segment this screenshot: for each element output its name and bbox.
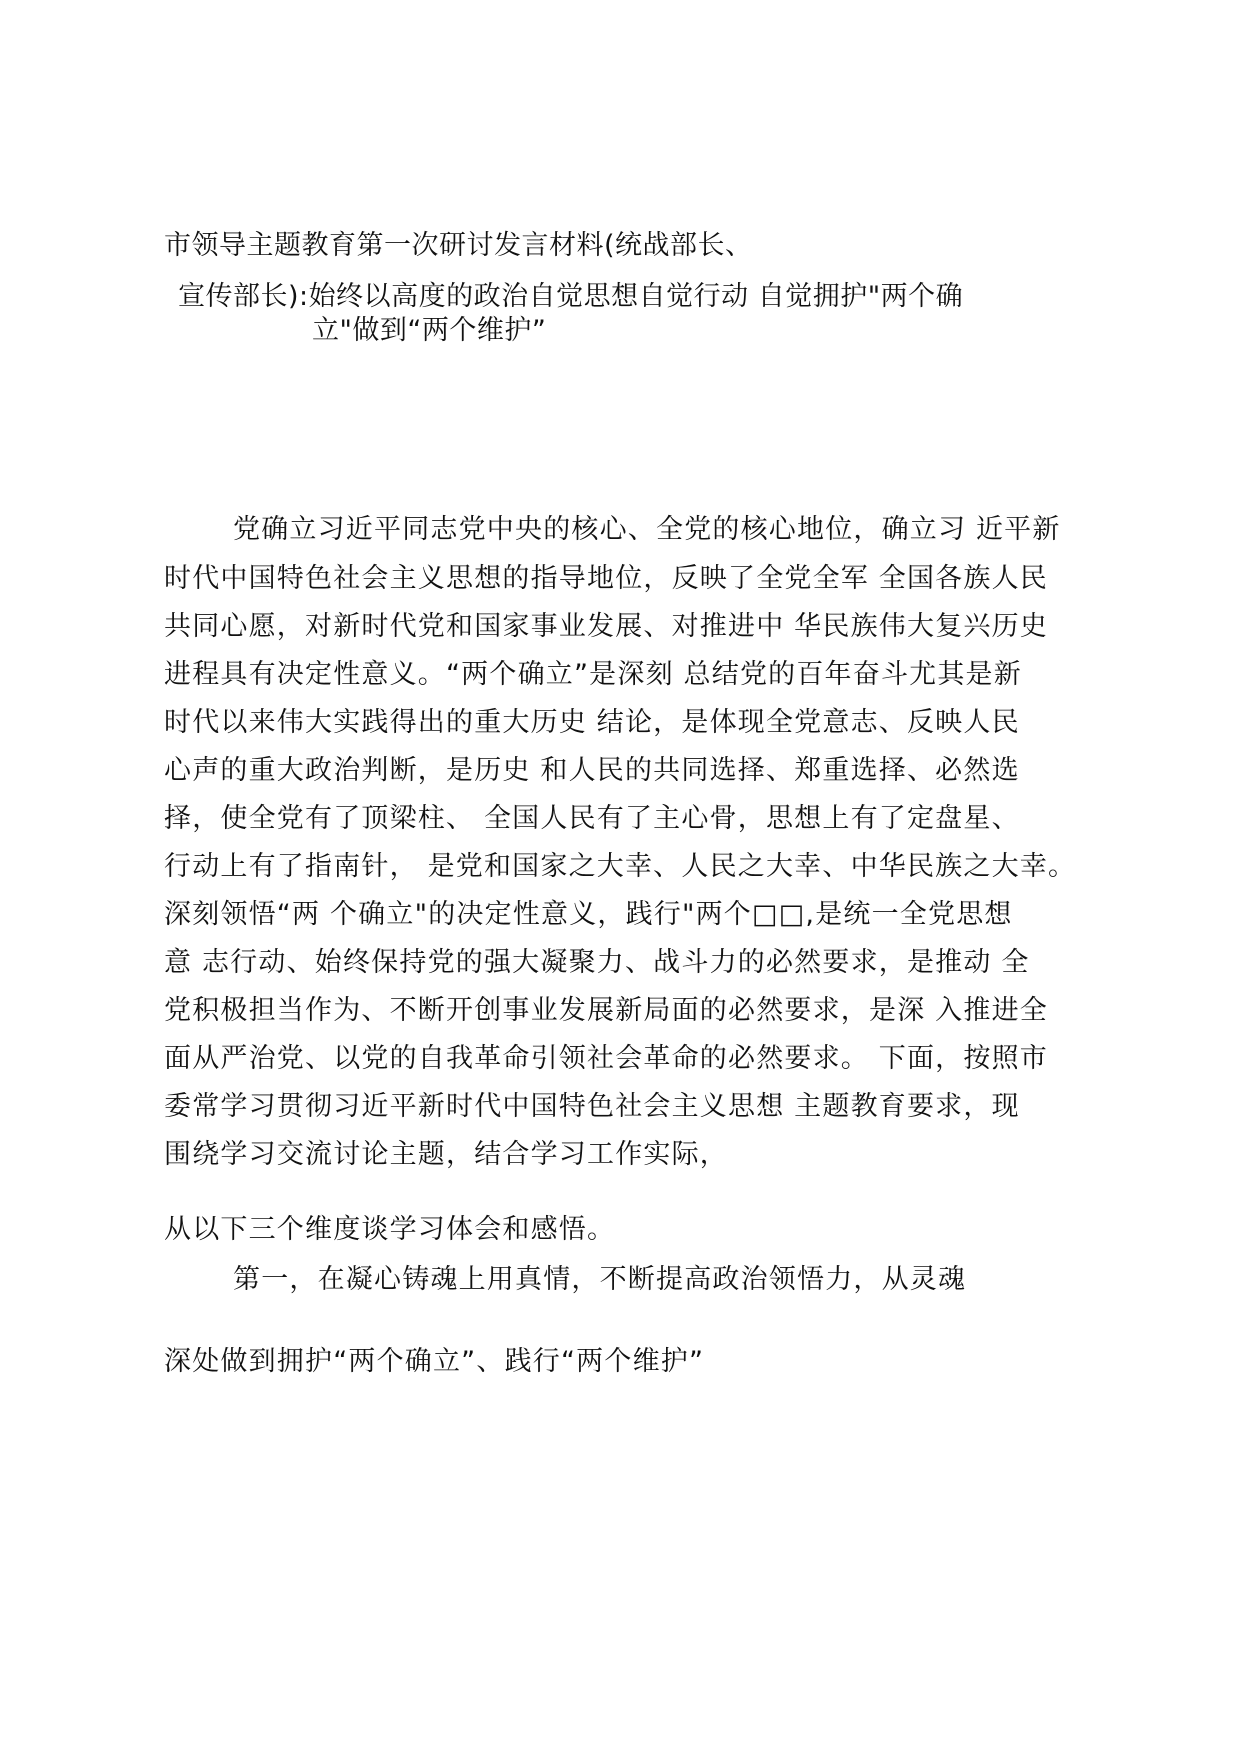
- title-line-3: 立"做到“两个维护”: [312, 315, 547, 346]
- paragraph-line-12: 面从严治党、以党的自我革命引领社会革命的必然要求。 下面，按照市: [164, 1043, 1048, 1074]
- section-heading-line-2: 深处做到拥护“两个确立”、践行“两个维护”: [164, 1346, 705, 1377]
- paragraph-line-7: 择，使全党有了顶梁柱、 全国人民有了主心骨，思想上有了定盘星、: [164, 803, 1020, 834]
- paragraph-line-5: 时代以来伟大实践得出的重大历史 结论，是体现全党意志、反映人民: [164, 707, 1020, 738]
- paragraph-line-2: 时代中国特色社会主义思想的指导地位，反映了全党全军 全国各族人民: [164, 563, 1048, 594]
- section-heading-line-1: 第一，在凝心铸魂上用真情，不断提高政治领悟力，从灵魂: [233, 1264, 967, 1295]
- paragraph-line-11: 党积极担当作为、不断开创事业发展新局面的必然要求，是深 入推进全: [164, 995, 1048, 1026]
- paragraph-line-14: 围绕学习交流讨论主题，结合学习工作实际，: [164, 1139, 728, 1170]
- title-line-1: 市领导主题教育第一次研讨发言材料(统战部长、: [164, 230, 753, 261]
- paragraph-line-3: 共同心愿，对新时代党和国家事业发展、对推进中 华民族伟大复兴历史: [164, 611, 1048, 642]
- paragraph-line-9: 深刻领悟“两 个确立"的决定性意义，践行"两个□□,是统一全党思想: [164, 899, 1013, 930]
- paragraph-line-13: 委常学习贯彻习近平新时代中国特色社会主义思想 主题教育要求，现: [164, 1091, 1020, 1122]
- paragraph-line-6: 心声的重大政治判断，是历史 和人民的共同选择、郑重选择、必然选: [164, 755, 1020, 786]
- paragraph-line-1: 党确立习近平同志党中央的核心、全党的核心地位，确立习 近平新: [233, 514, 1061, 545]
- title-line-2: 宣传部长):始终以高度的政治自觉思想自觉行动 自觉拥护"两个确: [178, 281, 964, 312]
- paragraph-line-4: 进程具有决定性意义。“两个确立”是深刻 总结党的百年奋斗尤其是新: [164, 659, 1022, 690]
- paragraph-line-10: 意 志行动、始终保持党的强大凝聚力、战斗力的必然要求，是推动 全: [164, 947, 1030, 978]
- paragraph-closing-line: 从以下三个维度谈学习体会和感悟。: [164, 1214, 616, 1245]
- paragraph-line-8: 行动上有了指南针， 是党和国家之大幸、人民之大幸、中华民族之大幸。: [164, 851, 1077, 882]
